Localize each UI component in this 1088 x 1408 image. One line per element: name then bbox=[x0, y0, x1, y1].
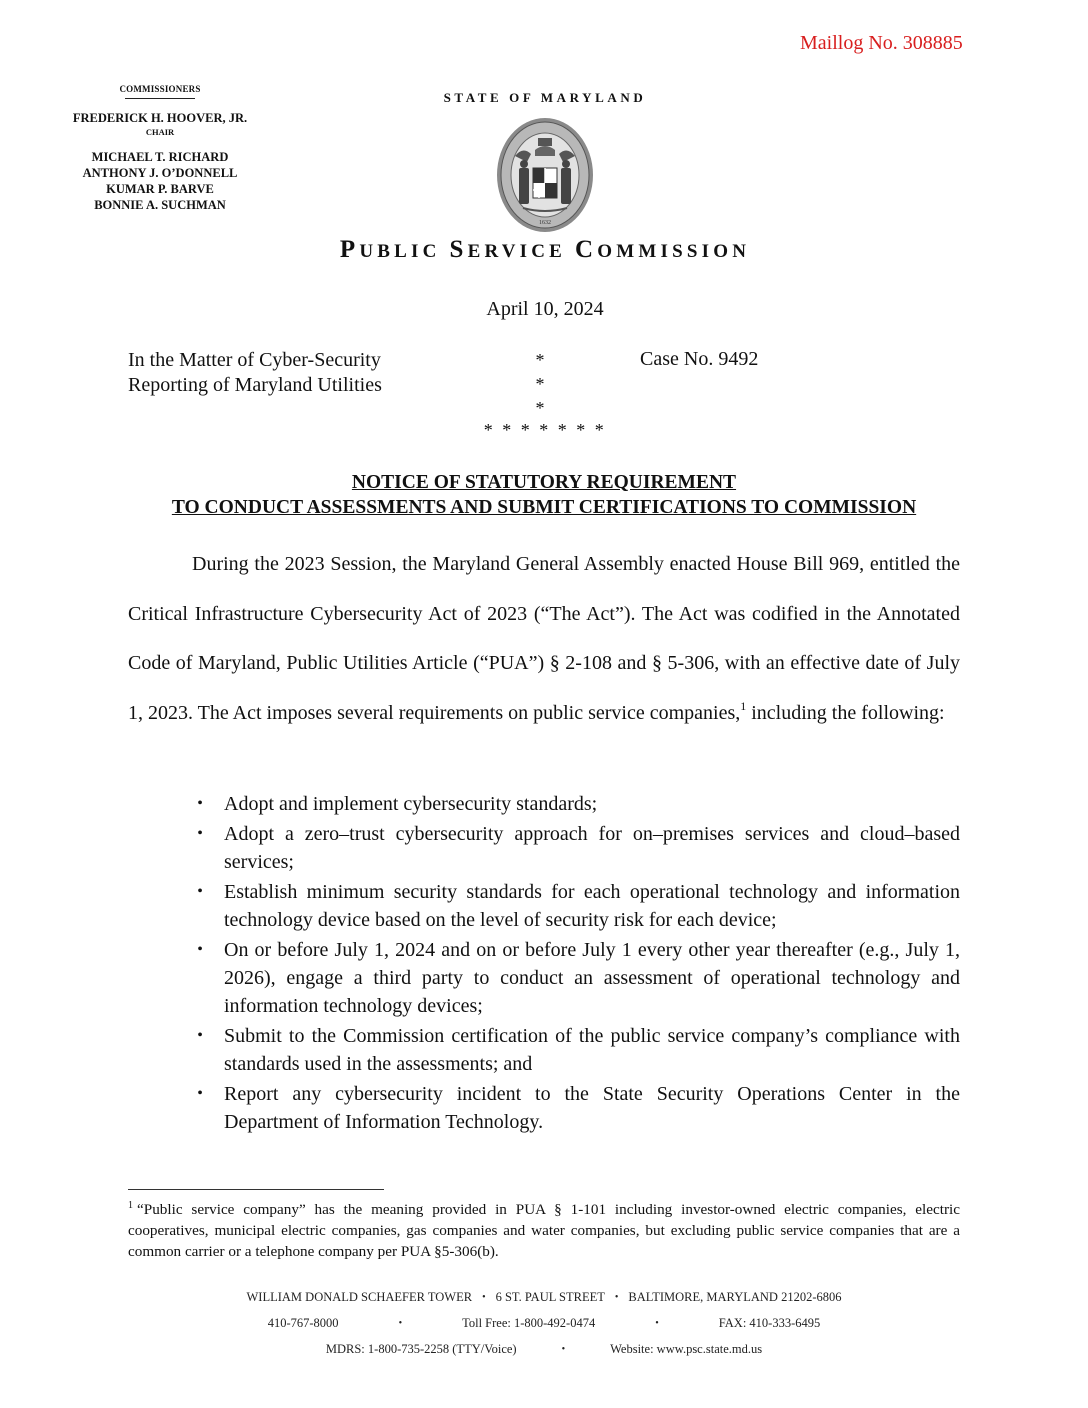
commissioner-name: BONNIE A. SUCHMAN bbox=[94, 198, 226, 212]
divider bbox=[125, 98, 195, 99]
list-item: • On or before July 1, 2024 and on or before July 1 every other year thereafter (e.g., July 1, 2026), engage a third party to conduct an assessment of operational technology and information technology devices; bbox=[192, 936, 960, 1020]
document-date: April 10, 2024 bbox=[486, 298, 604, 320]
list-item: • Adopt and implement cybersecurity standards; bbox=[192, 790, 960, 818]
website-link[interactable]: Website: www.psc.state.md.us bbox=[610, 1341, 763, 1356]
contact-line bbox=[130, 1336, 958, 1362]
bullet-icon: • bbox=[482, 1291, 486, 1303]
matter-line: In the Matter of Cyber-Security bbox=[128, 349, 381, 371]
footnote-divider bbox=[128, 1189, 384, 1190]
list-item: • Report any cybersecurity incident to the State Security Operations Center in the Department of Information Technology. bbox=[192, 1080, 960, 1136]
list-item: • Establish minimum security standards for each operational technology and information technology device based on the level of security risk for each device; bbox=[192, 878, 960, 934]
notice-title-line: NOTICE OF STATUTORY REQUIREMENT bbox=[351, 472, 737, 493]
commissioner-name: KUMAR P. BARVE bbox=[106, 182, 214, 196]
phone-line bbox=[130, 1310, 958, 1336]
footnote: $^1$ “Public service company” has the meaning provided in PUA § 1-101 including investor-owned electric companies, electric cooperatives, municipal electric companies, gas companies and water companies, but excluding public service companies that are a common carrier or a telephone company per PUA §5-306(b). bbox=[128, 1200, 960, 1260]
notice-title-line: TO CONDUCT ASSESSMENTS AND SUBMIT CERTIFICATIONS TO COMMISSION bbox=[171, 497, 917, 518]
list-item: • Submit to the Commission certification of the public service company’s compliance with standards used in the assessments; and bbox=[192, 1022, 960, 1078]
state-heading: STATE OF MARYLAND bbox=[443, 90, 647, 105]
caption-stars: * * * bbox=[535, 350, 545, 418]
bullet-icon: • bbox=[197, 941, 203, 958]
chair-title: CHAIR bbox=[145, 127, 175, 137]
bullet-icon: • bbox=[561, 1343, 566, 1355]
caption-star-row: * * * * * * * bbox=[483, 420, 607, 440]
bullet-icon: • bbox=[197, 795, 203, 812]
letterhead-footer bbox=[130, 1284, 958, 1362]
footnote-number: 1 bbox=[128, 1200, 133, 1211]
commissioners-heading: COMMISSIONERS bbox=[119, 84, 201, 94]
chair-name: FREDERICK H. HOOVER, JR. bbox=[72, 111, 248, 125]
maryland-state-seal-icon bbox=[495, 116, 595, 234]
maillog-number: Maillog No. 308885 bbox=[800, 32, 963, 54]
fax-number: FAX: 410-333-6495 bbox=[718, 1315, 821, 1330]
matter-line: Reporting of Maryland Utilities bbox=[128, 374, 382, 396]
phone-number: 410-767-8000 bbox=[267, 1315, 339, 1330]
bullet-icon: • bbox=[197, 883, 203, 900]
address-line: WILLIAM DONALD SCHAEFER TOWER • 6 ST. PAUL STREET • BALTIMORE, MARYLAND 21202-6806 bbox=[246, 1289, 842, 1304]
case-number: Case No. 9492 bbox=[640, 348, 759, 370]
commissioner-name: ANTHONY J. O’DONNELL bbox=[82, 166, 238, 180]
footnote-reference[interactable]: 1 bbox=[740, 698, 747, 713]
notice-title bbox=[110, 470, 978, 520]
bullet-icon: • bbox=[655, 1317, 659, 1329]
toll-free-number: Toll Free: 1-800-492-0474 bbox=[462, 1315, 596, 1330]
bullet-icon: • bbox=[197, 1027, 203, 1044]
mdrs-number: MDRS: 1-800-735-2258 (TTY/Voice) bbox=[325, 1341, 517, 1356]
bullet-icon: • bbox=[197, 825, 203, 842]
agency-name: PUBLIC SERVICE COMMISSION bbox=[339, 236, 751, 263]
seal-year: 1632 bbox=[539, 220, 551, 226]
list-item: • Adopt a zero–trust cybersecurity approach for on–premises services and cloud–based services; bbox=[192, 820, 960, 876]
commissioner-name: MICHAEL T. RICHARD bbox=[91, 150, 229, 164]
body-paragraph: During the 2023 Session, the Maryland General Assembly enacted House Bill 969, entitled the Critical Infrastructure Cybersecurity Act of 2023 (“The Act”). The Act was codified in the Annotated Code of Maryland, Public Utilities Article (“PUA”) § 2-108 and § 5-306, with an effective date of July 1, 2023. The Act imposes several requirements on public service companies,$^1$ including the following: bbox=[128, 553, 960, 724]
bullet-icon: • bbox=[197, 1085, 203, 1102]
bullet-icon: • bbox=[398, 1317, 403, 1329]
bullet-icon: • bbox=[614, 1291, 619, 1303]
case-caption bbox=[128, 348, 382, 398]
commissioners-list bbox=[40, 84, 280, 213]
requirements-list bbox=[192, 790, 960, 1138]
